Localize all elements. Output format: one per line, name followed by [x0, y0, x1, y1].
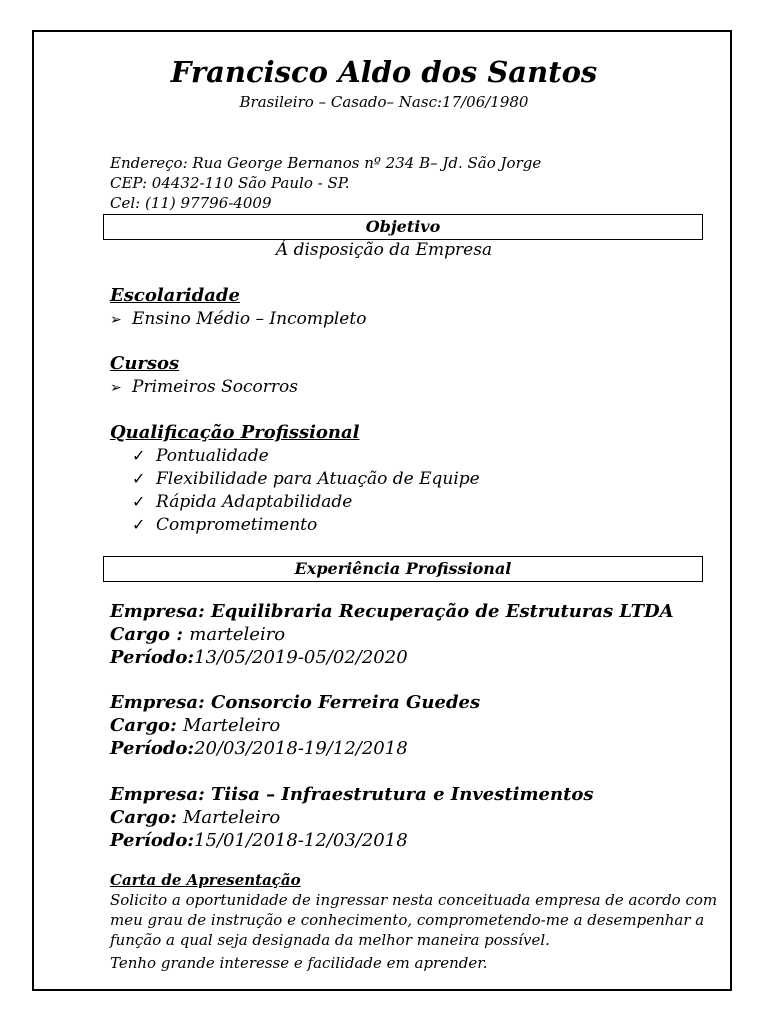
job-period: Período:20/03/2018-19/12/2018	[110, 738, 408, 759]
carta-line: meu grau de instrução e conhecimento, comprometendo-me a desempenhar a	[110, 911, 705, 929]
qualificacao-item	[132, 469, 480, 489]
arrow-bullet-icon: ➢	[110, 312, 122, 328]
job-role: Cargo: Marteleiro	[110, 807, 281, 828]
qualificacao-item	[132, 446, 269, 466]
cursos-heading: Cursos	[110, 353, 180, 374]
personal-info: Brasileiro – Casado– Nasc:17/06/1980	[239, 93, 529, 111]
checkmark-icon: ✓	[132, 446, 146, 465]
job-period: Período:15/01/2018-12/03/2018	[110, 830, 408, 851]
qualificacao-item-label: Comprometimento	[156, 515, 318, 535]
carta-line: Tenho grande interesse e facilidade em aprender.	[110, 954, 488, 972]
experiencia-heading: Experiência Profissional	[103, 556, 703, 582]
candidate-name: Francisco Aldo dos Santos	[170, 55, 598, 89]
qualificacao-heading: Qualificação Profissional	[110, 422, 360, 443]
carta-heading: Carta de Apresentação	[110, 871, 301, 889]
checkmark-icon: ✓	[132, 492, 146, 511]
contact-address: Endereço: Rua George Bernanos nº 234 B– Jd. São Jorge	[110, 154, 542, 172]
qualificacao-item-label: Flexibilidade para Atuação de Equipe	[156, 469, 480, 489]
escolaridade-item	[110, 309, 366, 329]
contact-phone: Cel: (11) 97796-4009	[110, 194, 272, 212]
qualificacao-item-label: Pontualidade	[156, 446, 269, 466]
qualificacao-item	[132, 515, 317, 535]
carta-line: função a qual seja designada da melhor maneira possível.	[110, 931, 550, 949]
cursos-item	[110, 377, 298, 397]
qualificacao-item	[132, 492, 352, 512]
carta-line: Solicito a oportunidade de ingressar nesta conceituada empresa de acordo com	[110, 891, 718, 909]
escolaridade-item-label: Ensino Médio – Incompleto	[132, 309, 367, 329]
checkmark-icon: ✓	[132, 469, 146, 488]
job-company: Empresa: Equilibraria Recuperação de Estruturas LTDA	[110, 601, 674, 622]
cursos-item-label: Primeiros Socorros	[132, 377, 298, 397]
job-company: Empresa: Tiisa – Infraestrutura e Investimentos	[110, 784, 594, 805]
objetivo-heading: Objetivo	[103, 214, 703, 240]
job-company: Empresa: Consorcio Ferreira Guedes	[110, 692, 481, 713]
qualificacao-item-label: Rápida Adaptabilidade	[156, 492, 353, 512]
escolaridade-heading: Escolaridade	[110, 285, 240, 306]
arrow-bullet-icon: ➢	[110, 380, 122, 396]
job-role: Cargo: Marteleiro	[110, 715, 281, 736]
objetivo-text: Á disposição da Empresa	[275, 240, 493, 260]
job-entry	[110, 783, 594, 852]
checkmark-icon: ✓	[132, 515, 146, 534]
job-entry	[110, 691, 480, 760]
job-period: Período:13/05/2019-05/02/2020	[110, 647, 408, 668]
job-role: Cargo : marteleiro	[110, 624, 286, 645]
job-entry	[110, 600, 674, 669]
contact-cep: CEP: 04432-110 São Paulo - SP.	[110, 174, 350, 192]
